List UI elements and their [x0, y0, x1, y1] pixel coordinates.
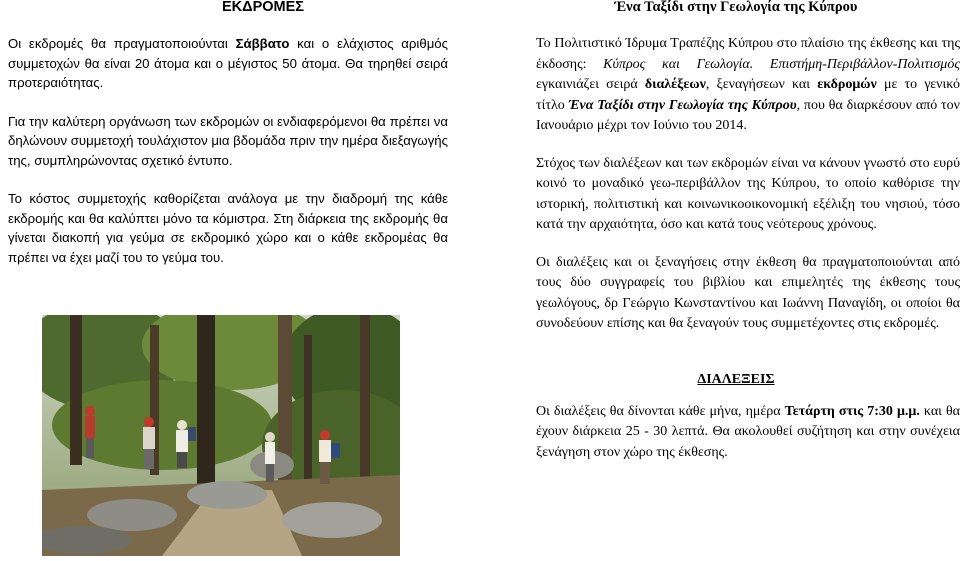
hiking-photo — [42, 315, 400, 556]
guides-paragraph: Οι διαλέξεις και οι ξεναγήσεις στην έκθεση θα πραγματοποιούνται από τους δύο συγγραφείς του βιβλίου και επιμελητές της έκθεσης τους γεωλόγους, δρ Γεώργιο Κωνσταντίνου και Ιωάννη Παναγίδη, οι οποίοι θα συνοδεύουν επίσης και θα ξεναγούν τους συμμετέχοντες στις εκδρομές. — [536, 254, 960, 331]
left-column — [8, 0, 448, 267]
hiking-photo-illustration — [42, 315, 400, 556]
excursions-paragraph-2: Για την καλύτερη οργάνωση των εκδρομών οι ενδιαφερόμενοι θα πρέπει να δηλώνουν συμμετοχή τουλάχιστον μια βδομάδα πριν την ημέρα διεξαγωγής της, συμπληρώνοντας σχετικό έντυπο. — [8, 113, 448, 168]
lectures-heading: ΔΙΑΛΕΞΕΙΣ — [697, 371, 775, 387]
excursions-heading: ΕΚΔΡΟΜΕΣ — [222, 0, 304, 15]
right-column — [536, 0, 960, 463]
goal-paragraph: Στόχος των διαλέξεων και των εκδρομών είναι να κάνουν γνωστό στο ευρύ κοινό το μοναδικό γεω-περιβάλλον της Κύπρου, το οποίο καθόρισε την ιστορική, πολιτιστική και κοινωνικοοικονομική εξέλιξη του νησιού, τόσο κατά την αρχαιότητα, όσο και κατά τους νεότερους χρόνους. — [536, 155, 960, 232]
excursions-paragraph-3: Το κόστος συμμετοχής καθορίζεται ανάλογα με την διαδρομή της κάθε εκδρομής και θα καλύπτει μόνο τα κόμιστρα. Στη διάρκεια της εκδρομής θα γίνεται διακοπή για γεύμα σε εκδρομικό χώρο και ο κάθε εκδρομέας θα πρέπει να έχει μαζί του το γεύμα του. — [8, 191, 448, 265]
geology-journey-heading: Ένα Ταξίδι στην Γεωλογία της Κύπρου — [614, 0, 858, 15]
lectures-paragraph: Οι διαλέξεις θα δίνονται κάθε μήνα, ημέρα Τετάρτη στις 7:30 μ.μ. και θα έχουν διάρκεια 25 - 30 λεπτά. Θα ακολουθεί συζήτηση και στην συνέχεια ξενάγηση στον χώρο της έκθεσης. — [536, 403, 960, 460]
excursions-paragraph-1: Οι εκδρομές θα πραγματοποιούνται Σάββατο και ο ελάχιστος αριθμός συμμετοχών θα είναι 20 άτομα και ο μέγιστος 50 άτομα. Θα τηρηθεί σειρά προτεραιότητας. — [8, 36, 448, 90]
intro-paragraph: Το Πολιτιστικό Ίδρυμα Τραπέζης Κύπρου στο πλαίσιο της έκθεσης και της έκδοσης: Κύπρος και Γεωλογία. Επιστήμη-Περιβάλλον-Πολιτισμός εγκαινιάζει σειρά διαλέξεων, ξεναγήσεων και εκδρομών με το γενικό τίτλο Ένα Ταξίδι στην Γεωλογία της Κύπρου, που θα διαρκέσουν από τον Ιανουάριο μέχρι τον Ιούνιο του 2014. — [536, 36, 960, 133]
